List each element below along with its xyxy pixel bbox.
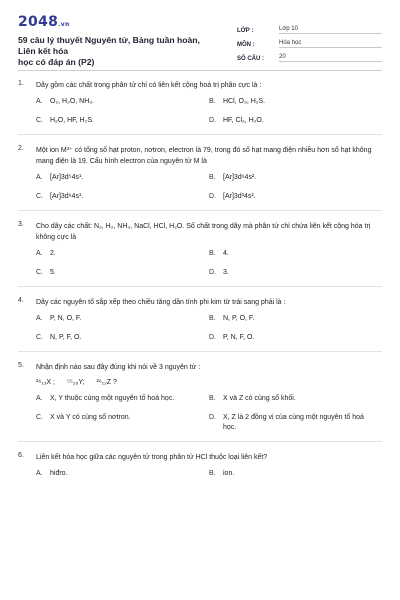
- option-text: 5.: [50, 269, 56, 276]
- option-label: D.: [209, 193, 216, 200]
- answer-options: [36, 249, 382, 278]
- option-text: 4.: [223, 250, 229, 257]
- question-3: [18, 221, 382, 278]
- option-text: X và Y có cùng số nơtron.: [50, 414, 131, 421]
- meta-label-subject: MÔN :: [237, 42, 255, 48]
- option-c[interactable]: [36, 268, 209, 278]
- option-b[interactable]: [209, 97, 382, 107]
- question-divider: [18, 441, 382, 442]
- option-label: D.: [209, 334, 216, 341]
- question-stem: Liên kết hóa học giữa các nguyên tử trong phân tử HCl thuộc loại liên kết?: [36, 454, 268, 461]
- option-d[interactable]: [209, 333, 382, 343]
- option-label: A.: [36, 174, 43, 181]
- logo-suffix: .vn: [58, 21, 70, 28]
- option-a[interactable]: [36, 469, 209, 479]
- question-6: [18, 452, 382, 479]
- option-text: H₂O, HF, H₂S.: [50, 117, 94, 124]
- meta-value-subject: Hóa học: [279, 40, 382, 48]
- question-list: [18, 80, 382, 487]
- option-label: A.: [36, 315, 43, 322]
- meta-value-class: Lớp 10: [279, 26, 382, 34]
- option-text: [Ar]3d⁶4s².: [223, 174, 257, 181]
- question-divider: [18, 210, 382, 211]
- meta-value-count: 20: [279, 54, 382, 62]
- option-d[interactable]: [209, 413, 382, 433]
- meta-row-count: [237, 48, 382, 62]
- meta-row-class: [237, 20, 382, 34]
- option-label: C.: [36, 269, 43, 276]
- option-text: ion.: [223, 470, 235, 477]
- question-body: [36, 297, 382, 343]
- question-divider: [18, 134, 382, 135]
- option-label: B.: [209, 470, 216, 477]
- document-title: [18, 35, 218, 68]
- document-title-line-2: học có đáp án (P2): [18, 57, 95, 67]
- question-1: [18, 80, 382, 126]
- option-label: B.: [209, 174, 216, 181]
- question-body: [36, 221, 382, 278]
- option-c[interactable]: [36, 116, 209, 126]
- option-b[interactable]: [209, 469, 382, 479]
- header-divider: [18, 70, 382, 71]
- option-label: C.: [36, 334, 43, 341]
- option-label: A.: [36, 250, 43, 257]
- option-label: A.: [36, 470, 43, 477]
- option-label: C.: [36, 414, 43, 421]
- question-5: [18, 362, 382, 433]
- nuclide-list: [36, 379, 382, 386]
- option-b[interactable]: [209, 173, 382, 183]
- meta-label-class: LỚP :: [237, 28, 254, 34]
- question-number: 6.: [18, 452, 24, 459]
- option-c[interactable]: [36, 192, 209, 202]
- question-body: [36, 362, 382, 433]
- option-text: [Ar]3d⁵4s¹.: [50, 174, 84, 181]
- option-label: B.: [209, 98, 216, 105]
- question-2: [18, 145, 382, 202]
- question-stem: Dãy gồm các chất trong phân tử chỉ có liên kết cộng hoá trị phân cực là :: [36, 82, 262, 89]
- option-label: D.: [209, 269, 216, 276]
- question-number: 5.: [18, 362, 24, 369]
- option-text: HF, Cl₂, H₂O.: [223, 117, 264, 124]
- question-stem: Nhận định nào sau đây đúng khi nói về 3 nguyên tử :: [36, 364, 201, 371]
- question-body: [36, 145, 382, 202]
- document-title-line-1: 59 câu lý thuyết Nguyên tử, Bảng tuần hoàn, Liên kết hóa: [18, 35, 200, 56]
- question-number: 4.: [18, 297, 24, 304]
- answer-options: [36, 173, 382, 202]
- option-text: N, P, F, O.: [50, 334, 82, 341]
- option-text: O₂, H₂O, NH₃.: [50, 98, 95, 105]
- option-b[interactable]: [209, 249, 382, 259]
- option-text: HCl, O₃, H₂S.: [223, 98, 266, 105]
- option-text: P, N, O, F.: [50, 315, 82, 322]
- option-text: hiđro.: [50, 470, 68, 477]
- question-body: [36, 80, 382, 126]
- option-d[interactable]: [209, 116, 382, 126]
- answer-options: [36, 97, 382, 126]
- meta-label-count: SỐ CÂU :: [237, 56, 264, 62]
- option-label: C.: [36, 193, 43, 200]
- option-label: A.: [36, 98, 43, 105]
- logo-text: 2048: [18, 14, 59, 30]
- option-d[interactable]: [209, 268, 382, 278]
- question-stem: Dãy các nguyên tố sắp xếp theo chiều tăng dần tính phi kim từ trái sang phải là :: [36, 299, 286, 306]
- question-number: 3.: [18, 221, 24, 228]
- answer-options: [36, 394, 382, 433]
- option-label: B.: [209, 250, 216, 257]
- option-b[interactable]: [209, 314, 382, 324]
- nuclide-y: ⁵⁵₂₆Y;: [66, 379, 85, 386]
- document-header: [18, 14, 382, 68]
- option-b[interactable]: [209, 394, 382, 404]
- site-logo[interactable]: [18, 14, 218, 30]
- option-label: A.: [36, 395, 43, 402]
- brand-block: [18, 14, 218, 68]
- answer-options: [36, 469, 382, 479]
- option-text: X và Z có cùng số khối.: [223, 395, 296, 402]
- option-a[interactable]: [36, 173, 209, 183]
- option-c[interactable]: [36, 333, 209, 343]
- question-number: 1.: [18, 80, 24, 87]
- option-a[interactable]: [36, 249, 209, 259]
- option-label: D.: [209, 414, 216, 421]
- option-text: 3.: [223, 269, 229, 276]
- option-text: P, N, F, O.: [223, 334, 255, 341]
- option-label: B.: [209, 315, 216, 322]
- option-label: C.: [36, 117, 43, 124]
- nuclide-z: ²⁶₁₂Z ?: [96, 379, 117, 386]
- option-a[interactable]: [36, 394, 209, 404]
- meta-row-subject: [237, 34, 382, 48]
- option-text: [Ar]3d⁶4s¹.: [50, 193, 84, 200]
- option-label: D.: [209, 117, 216, 124]
- nuclide-x: ²⁶₁₃X ;: [36, 379, 55, 386]
- option-text: 2.: [50, 250, 56, 257]
- option-c[interactable]: [36, 413, 209, 433]
- meta-table: [237, 20, 382, 68]
- option-text: X, Y thuộc cùng một nguyên tố hoá học.: [50, 395, 175, 402]
- question-divider: [18, 286, 382, 287]
- question-divider: [18, 351, 382, 352]
- option-a[interactable]: [36, 314, 209, 324]
- option-text: N, P, O, F.: [223, 315, 255, 322]
- option-label: B.: [209, 395, 216, 402]
- question-stem: Cho dãy các chất: N₂, H₂, NH₃, NaCl, HCl, H₂O. Số chất trong dãy mà phân tử chỉ chứa liên kết cộng hóa trị không cực là: [36, 223, 371, 241]
- answer-options: [36, 314, 382, 343]
- option-text: [Ar]3d³4s².: [223, 193, 256, 200]
- question-stem: Một ion M³⁺ có tổng số hạt proton, nơtron, electron là 79, trong đó số hạt mang điện nhiều hơn số hạt không mang điện là 19. Cấu hình electron của nguyên tử M là: [36, 147, 372, 165]
- option-d[interactable]: [209, 192, 382, 202]
- option-a[interactable]: [36, 97, 209, 107]
- question-number: 2.: [18, 145, 24, 152]
- question-4: [18, 297, 382, 343]
- question-body: [36, 452, 382, 479]
- option-text: X, Z là 2 đồng vị của cùng một nguyên tố hoá học.: [223, 414, 364, 431]
